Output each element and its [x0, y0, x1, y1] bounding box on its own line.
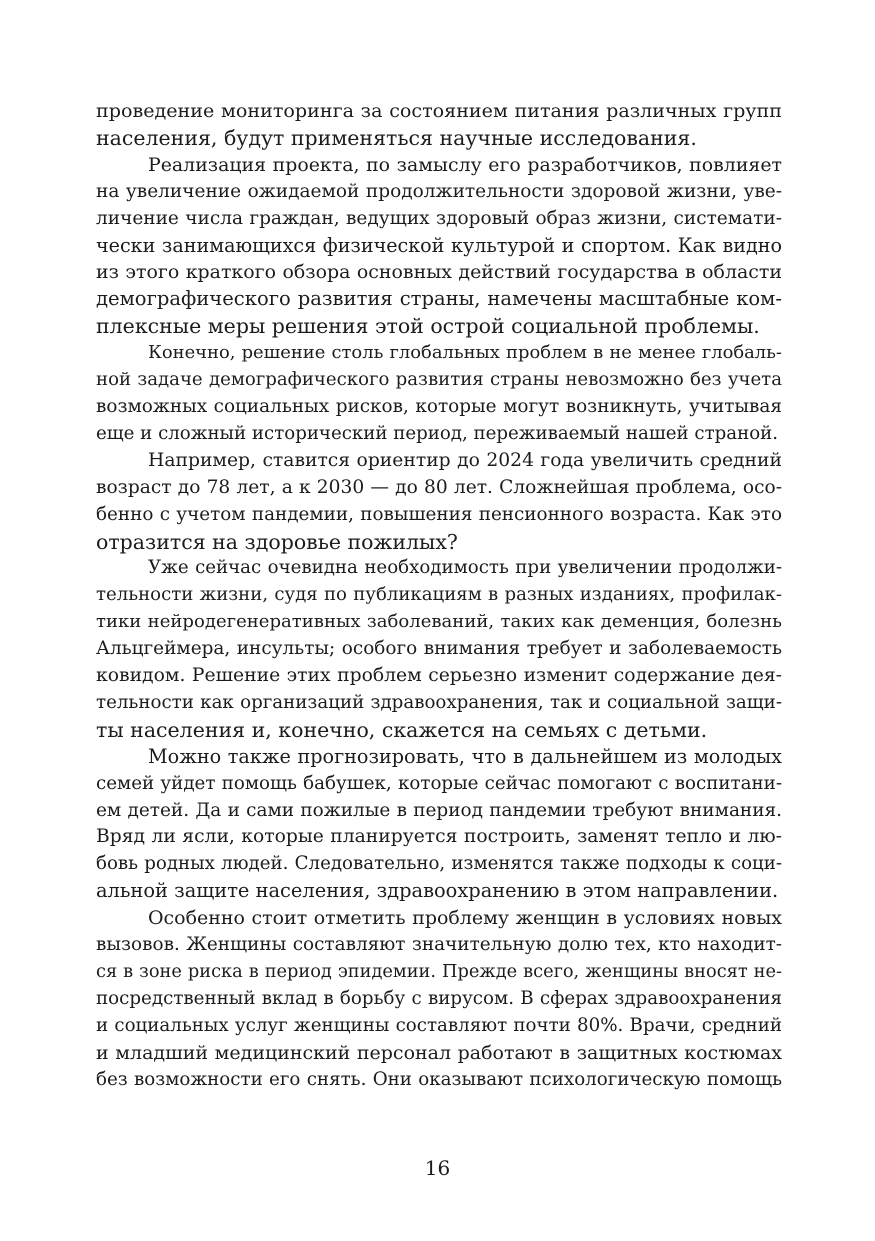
paragraph [96, 905, 782, 1093]
paragraph [96, 555, 782, 743]
text-line: из этого краткого обзора основных действий государства в области [96, 261, 782, 284]
page-body [96, 98, 782, 1094]
text-line: и младший медицинский персонал работают в защитных костюмах [96, 1041, 782, 1064]
text-line: бенно с учетом пандемии, повышения пенсионного возраста. Как это [96, 503, 782, 525]
paragraph [96, 744, 782, 905]
text-line: ем детей. Да и сами пожилые в период пандемии требуют внимания. [96, 799, 782, 821]
text-line: без возможности его снять. Они оказывают психологическую помощь [96, 1068, 782, 1090]
paragraph [96, 448, 782, 556]
text-line: Реализация проекта, по замыслу его разработчиков, повлияет [148, 153, 782, 176]
text-line: населения, будут применяться научные исследования. [96, 125, 697, 150]
text-line: Уже сейчас очевидна необходимость при увеличении продолжи- [148, 557, 782, 579]
text-line: и социальных услуг женщины составляют почти 80%. Врачи, средний [96, 1014, 782, 1036]
text-line: ся в зоне риска в период эпидемии. Прежде всего, женщины вносят не- [96, 962, 782, 982]
text-line: отразится на здоровье пожилых? [96, 529, 458, 554]
text-line: на увеличение ожидаемой продолжительности здоровой жизни, уве- [96, 180, 782, 202]
text-line: бовь родных людей. Следовательно, изменятся также подходы к соци- [96, 853, 782, 875]
text-line: личение числа граждан, ведущих здоровый образ жизни, системати- [96, 207, 782, 229]
text-line: альной защите населения, здравоохранению в этом направлении. [96, 879, 779, 903]
text-line: посредственный вклад в борьбу с вирусом. В сферах здравоохранения [96, 987, 782, 1009]
paragraph [96, 98, 782, 152]
text-line: тики нейродегенеративных заболеваний, таких как деменция, болезнь [96, 611, 782, 633]
text-line: семей уйдет помощь бабушек, которые сейчас помогают с воспитани- [96, 772, 782, 794]
text-line: еще и сложный исторический период, переживаемый нашей страной. [96, 422, 779, 444]
text-line: вызовов. Женщины составляют значительную долю тех, кто находит- [96, 934, 782, 956]
text-line: возраст до 78 лет, а к 2030 — до 80 лет. Сложнейшая проблема, осо- [96, 476, 782, 498]
text-line: тельности жизни, судя по публикациям в разных изданиях, профилак- [96, 584, 782, 606]
page-number: 16 [424, 1156, 451, 1180]
text-line: Можно также прогнозировать, что в дальнейшем из молодых [148, 744, 782, 768]
text-line: демографического развития страны, намечены масштабные ком- [96, 287, 782, 311]
paragraph [96, 152, 782, 340]
text-line: чески занимающихся физической культурой и спортом. Как видно [96, 233, 782, 257]
text-line: Особенно стоит отметить проблему женщин в условиях новых [148, 907, 782, 930]
text-line: Альцгеймера, инсульты; особого внимания требует и заболеваемость [96, 638, 782, 660]
text-line: Например, ставится ориентир до 2024 года увеличить средний [148, 449, 782, 471]
text-line: возможных социальных рисков, которые могут возникнуть, учитывая [96, 395, 782, 417]
text-line: Конечно, решение столь глобальных проблем в не менее глобаль- [148, 342, 782, 364]
text-line: ной задаче демографического развития страны невозможно без учета [96, 369, 782, 391]
text-line: ты населения и, конечно, скажется на семьях с детьми. [96, 717, 708, 742]
paragraph [96, 340, 782, 448]
text-line: ковидом. Решение этих проблем серьезно изменит содержание дея- [96, 665, 782, 687]
text-line: плексные меры решения этой острой социальной проблемы. [96, 314, 760, 339]
text-line: проведение мониторинга за состоянием питания различных групп [96, 99, 782, 122]
text-line: тельности как организаций здравоохранения, так и социальной защи- [96, 691, 782, 713]
text-line: Вряд ли ясли, которые планируется построить, заменят тепло и лю- [96, 826, 782, 848]
